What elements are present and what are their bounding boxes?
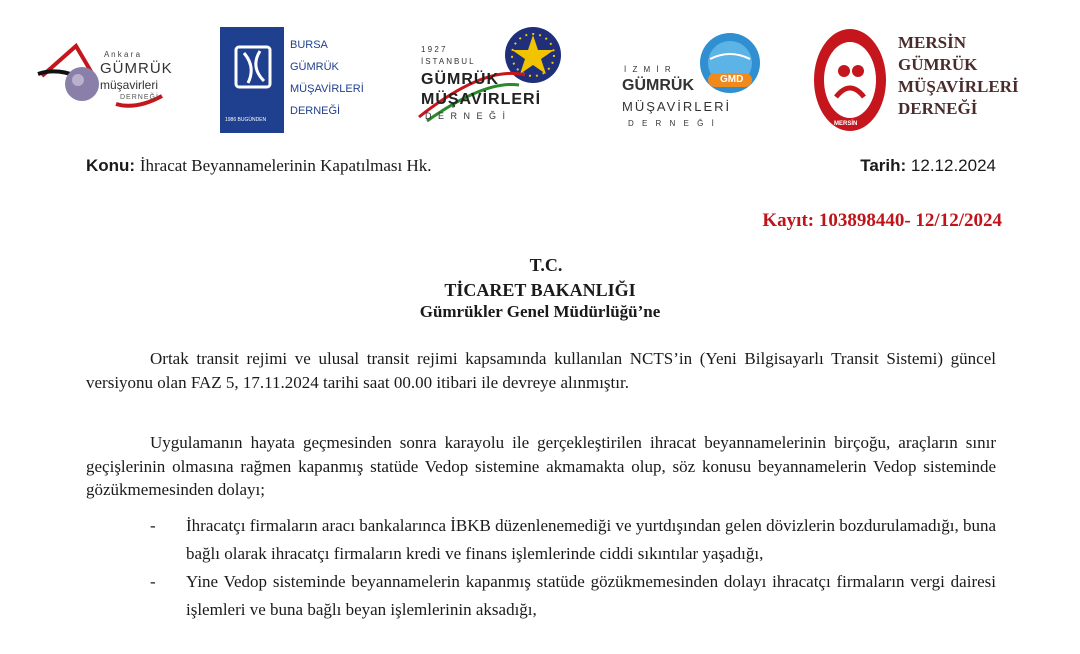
list-item [86, 568, 996, 624]
bullet-dash: - [150, 572, 156, 591]
issue-list [86, 512, 996, 624]
istanbul-year: 1 9 2 7 [421, 45, 446, 54]
istanbul-city: İSTANBUL [421, 57, 476, 66]
mersin-seal-icon [812, 27, 888, 133]
recipient-directorate: Gümrükler Genel Müdürlüğü’ne [419, 302, 661, 321]
izmir-line3: D E R N E Ğ İ [628, 119, 717, 128]
bursa-line1: BURSA [290, 39, 328, 51]
association-logos [0, 0, 1080, 145]
bursa-year: 1986 BUGÜNDEN [225, 117, 267, 123]
istanbul-line1: GÜMRÜK [421, 71, 499, 88]
mersin-line4: DERNEĞİ [898, 99, 978, 118]
ankara-logo [36, 40, 176, 120]
istanbul-line2: MÜŞAVİRLERİ [421, 91, 542, 108]
bursa-line2: GÜMRÜK [290, 61, 339, 73]
istanbul-line3: D E R N E Ğ İ [425, 111, 508, 121]
recipient-ministry: TİCARET BAKANLIĞI [444, 280, 636, 300]
izmir-badge: GMD [720, 74, 744, 85]
list-item-text: İhracatçı firmaların aracı bankalarınca İBKB düzenlenemediği ve yurtdışından gelen dövizlerin bozdurulamadığı, buna bağlı olarak ihracatçı firmaların kredi ve finans işlemlerinde ciddi sıkıntılar yaşadığı, [186, 516, 997, 563]
bursa-line3: MÜŞAVİRLERİ [290, 83, 364, 95]
mersin-logo [812, 27, 1019, 135]
izmir-line1: GÜMRÜK [622, 77, 694, 94]
bursa-line4: DERNEĞİ [290, 105, 341, 117]
izmir-line2: MÜŞAVİRLERİ [622, 99, 732, 114]
ankara-city: A n k a r a [104, 50, 141, 59]
registry-number: Kayıt: 103898440- 12/12/2024 [762, 210, 1002, 231]
ankara-line3: DERNEĞİ [120, 94, 159, 101]
paragraph-2: Uygulamanın hayata geçmesinden sonra karayolu ile gerçekleştirilen ihracat beyannamelerinin birçoğu, araçların sınır geçişlerinin olmasına rağmen kapanmış statüde Vedop sistemine akmamakta olup, söz konusu beyannamelerin Vedop sisteminde gözükmemesinden dolayı; [86, 433, 996, 499]
mersin-line3: MÜŞAVİRLERİ [898, 77, 1019, 96]
recipient-line1: T.C. [529, 255, 563, 275]
mersin-line2: GÜMRÜK [898, 55, 978, 74]
bursa-emblem-icon [220, 27, 284, 117]
subject [86, 156, 432, 176]
paragraph-1: Ortak transit rejimi ve ulusal transit rejimi kapsamında kullanılan NCTS’in (Yeni Bilgisayarlı Transit Sistemi) güncel versiyonu olan FAZ 5, 17.11.2024 tarihi saat 00.00 itibari ile devreye alınmıştır. [86, 349, 996, 392]
bursa-logo [220, 27, 364, 135]
bursa-emblem-block [220, 27, 284, 133]
subject-text: İhracat Beyannamelerinin Kapatılması Hk. [139, 156, 432, 175]
date [860, 156, 996, 176]
subject-date-row [86, 156, 996, 180]
date-value: 12.12.2024 [910, 156, 996, 175]
list-item [86, 512, 996, 568]
ankara-line2: müşavirleri [100, 78, 159, 92]
bullet-dash: - [150, 516, 156, 535]
izmir-logo [620, 25, 770, 135]
subject-label: Konu: [86, 156, 136, 175]
ankara-line1: GÜMRÜK [100, 60, 173, 77]
mersin-line1: MERSİN [898, 33, 967, 52]
list-item-text: Yine Vedop sisteminde beyannamelerin kapanmış statüde gözükmemesinden dolayı ihracatçı firmaların vergi dairesi işlemleri ve buna bağlı beyan işlemlerinin aksadığı, [186, 572, 996, 619]
izmir-city: İ Z M İ R [624, 65, 673, 74]
mersin-seal-bottom: MERSİN [834, 121, 858, 127]
date-label: Tarih: [860, 156, 907, 175]
istanbul-logo [415, 25, 575, 135]
